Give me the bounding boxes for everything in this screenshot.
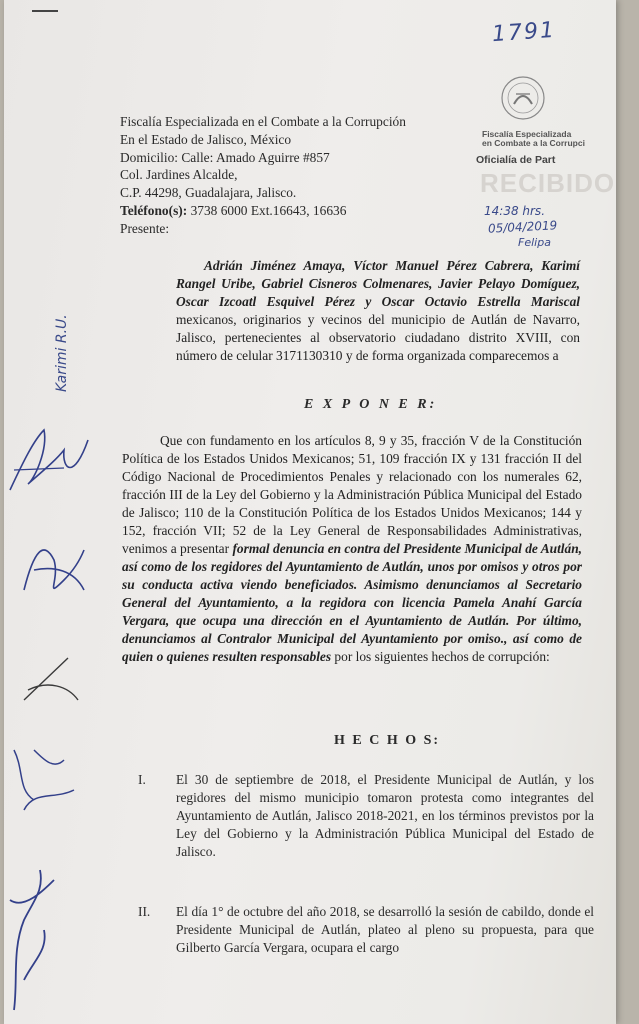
item-number: II.: [138, 904, 151, 919]
intro-paragraph: [176, 257, 580, 365]
phone-label: Teléfono(s):: [120, 202, 188, 218]
received-date: 05/04/2019: [487, 218, 558, 236]
body-text: Que con fundamento en los artículos 8, 9 y 35, fracción V de la Constitución Política de los Estados Unidos Mexicanos; 51, 109 fracción IX y 131 fracción II del Código Nacional de Procedimientos Penales y relacionado con los numerales 62, fracción III de la Ley del Gobierno y la Administración Pública Municipal del Estado de Jalisco; 110 de la Constitución Política de los Estados Unidos Mexicanos; 144 y 152, fracción VII; 52 de la Ley General de Responsabilidades Administrativas, venimos a presentar: [122, 433, 582, 556]
folio-number: 1791: [491, 17, 557, 48]
item-text: El día 1° de octubre del año 2018, se desarrolló la sesión de cabildo, donde el Presidente Municipal de Autlán, plateo al pleno su propuesta, para que Gilberto García Vergara, ocupara el cargo: [176, 904, 594, 955]
phone-value: 3738 6000 Ext.16643, 16636: [190, 202, 347, 218]
stamp-received: RECIBIDO: [480, 168, 616, 198]
stamp-organization: Fiscalía Especializada en Combate a la Corrupci: [482, 129, 585, 148]
signature-1-icon: [4, 420, 94, 500]
signature-2-icon: [14, 530, 94, 610]
address-line: En el Estado de Jalisco, México: [120, 131, 292, 147]
phone-line: [120, 202, 406, 220]
body-paragraph: [122, 432, 582, 666]
received-initials: Felipa: [518, 236, 551, 249]
address-line: Fiscalía Especializada en el Combate a la Corrupción: [120, 114, 406, 129]
stamp-office: Oficialía de Part: [476, 154, 556, 166]
signature-5-icon: [4, 860, 74, 1020]
addressee-block: [120, 113, 406, 238]
address-line: Col. Jardines Alcalde,: [120, 167, 238, 183]
item-text: El 30 de septiembre de 2018, el Presidente Municipal de Autlán, y los regidores del mismo municipio tomaron protesta como integrantes del Ayuntamiento de Autlán, Jalisco 2018-2021, en los términos previstos por la Ley del Gobierno y la Administración Pública Municipal del Estado de Jalisco.: [176, 772, 594, 859]
address-line: C.P. 44298, Guadalajara, Jalisco.: [120, 185, 297, 201]
document-page: [4, 0, 616, 1024]
hechos-heading: H E C H O S:: [334, 733, 441, 748]
exponer-heading: E X P O N E R:: [304, 397, 438, 412]
presente-line: Presente:: [120, 220, 170, 236]
item-number: I.: [138, 772, 146, 787]
body-bold-denuncia: formal denuncia en contra del Presidente Municipal de Autlán, así como de los regidores del Ayuntamiento de Autlán, unos por omisos y otros por su conducta activa viendo beneficiados. Asimismo denunciamos al Secretario General del Ayuntamiento, a la regidora con licencia Pamela Anahí García Vergara, que ocupa una dirección en el Ayuntamiento de Autlán. Por último, denunciamos al Contralor Municipal del Ayuntamiento por omiso., así como de quien o quienes resulten responsables: [122, 541, 583, 664]
seal-emblem-icon: [494, 74, 552, 122]
address-line: Domicilio: Calle: Amado Aguirre #857: [120, 149, 330, 165]
body-text-end: por los siguientes hechos de corrupción:: [331, 649, 550, 664]
signature-3-icon: [18, 650, 88, 710]
signature-4-icon: [4, 730, 84, 830]
staple-mark: [32, 10, 58, 12]
margin-handwritten-note: Karimi R.U.: [54, 314, 70, 392]
intro-rest: mexicanos, originarios y vecinos del municipio de Autlán de Navarro, Jalisco, pertenecientes al observatorio ciudadano distrito XVIII, con número de celular 3171130310 y de forma organizada comparecemos a: [176, 312, 580, 363]
received-time: 14:38 hrs.: [484, 204, 546, 218]
complainants-names: Adrián Jiménez Amaya, Víctor Manuel Pérez Cabrera, Karimí Rangel Uribe, Gabriel Cisneros Colmenares, Javier Pelayo Domíguez, Oscar Izcoatl Esquivel Pérez y Oscar Octavio Estrella Mariscal: [176, 258, 580, 309]
